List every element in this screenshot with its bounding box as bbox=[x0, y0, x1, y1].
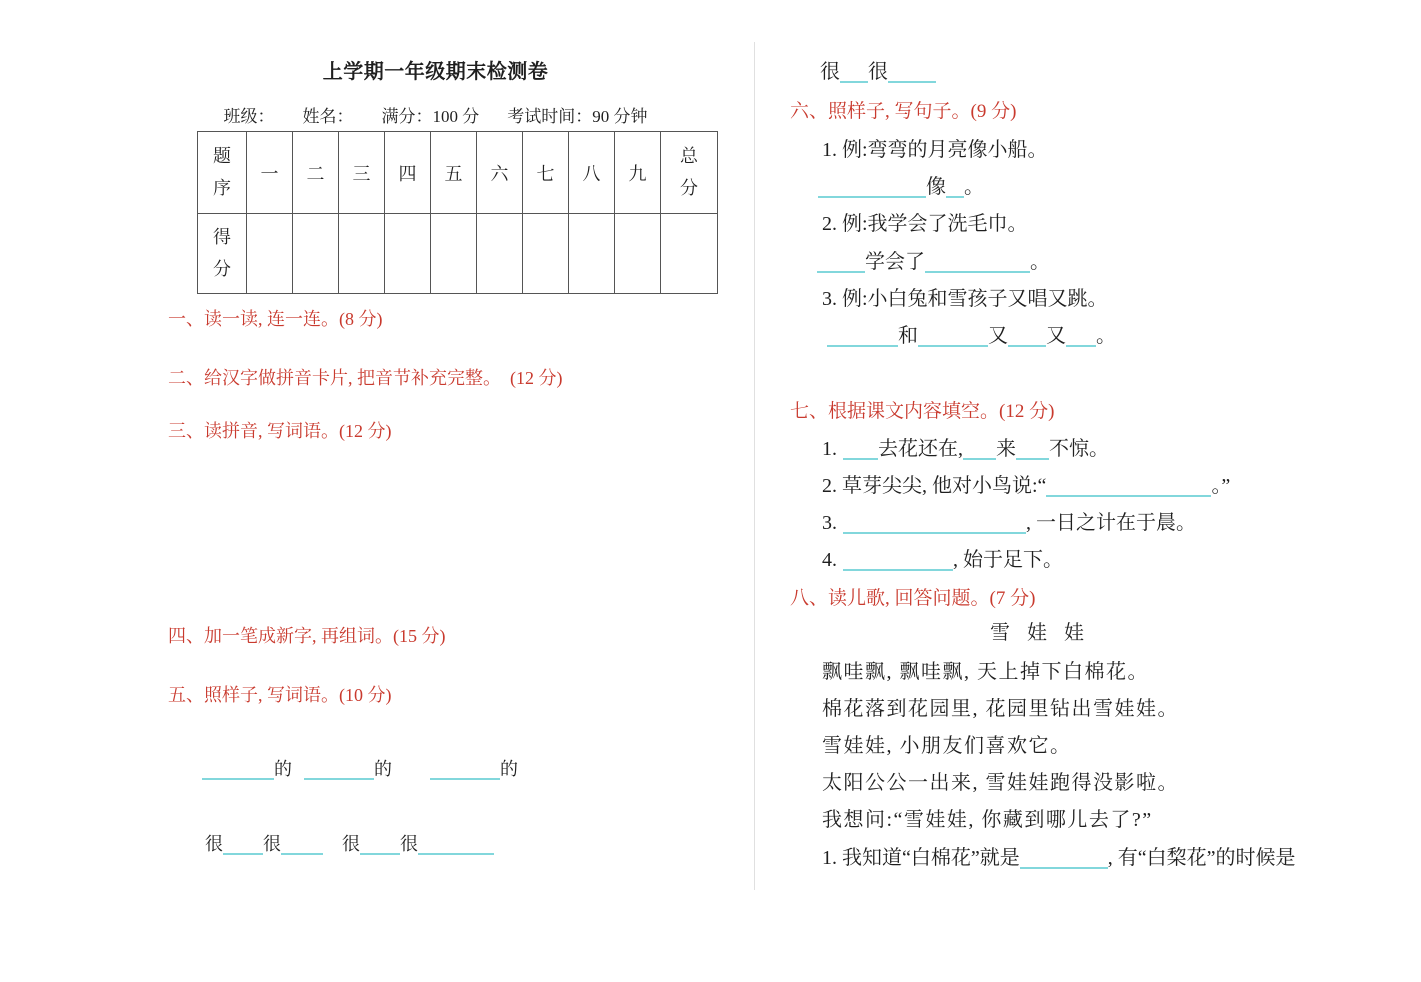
answer-blank[interactable] bbox=[360, 836, 400, 855]
item-text: 来 bbox=[996, 438, 1016, 460]
score-table-col-5: 五 bbox=[431, 132, 477, 214]
score-table-col-3: 三 bbox=[339, 132, 385, 214]
total-score-input-cell[interactable] bbox=[661, 214, 718, 294]
answer-text: 和 bbox=[898, 325, 918, 347]
section-5-de-line bbox=[202, 758, 518, 781]
item-text: 1. 我知道“白棉花”就是 bbox=[822, 847, 1020, 869]
section-6-heading: 六、照样子, 写句子。(9 分) bbox=[790, 101, 1017, 122]
section-1-heading: 一、读一读, 连一连。(8 分) bbox=[168, 309, 383, 329]
item-text: 不惊。 bbox=[1049, 438, 1109, 460]
section-5-hen-line bbox=[205, 833, 494, 856]
section-8-question-1 bbox=[822, 846, 1296, 871]
score-input-cell[interactable] bbox=[523, 214, 569, 294]
section-5-heading: 五、照样子, 写词语。(10 分) bbox=[168, 685, 392, 705]
answer-text: 。 bbox=[964, 176, 984, 198]
section-7-item-1 bbox=[822, 437, 1109, 462]
score-table-header-row bbox=[198, 132, 718, 214]
section-6-example-1: 1. 例:弯弯的月亮像小船。 bbox=[822, 139, 1048, 161]
answer-blank[interactable] bbox=[843, 550, 953, 571]
item-text: , 一日之计在于晨。 bbox=[1026, 512, 1196, 534]
de-char: 的 bbox=[374, 759, 392, 779]
poem-title: 雪 娃 娃 bbox=[990, 622, 1090, 644]
section-7-heading: 七、根据课文内容填空。(12 分) bbox=[790, 401, 1055, 422]
score-table-col-9: 九 bbox=[615, 132, 661, 214]
hen-char: 很 bbox=[820, 61, 840, 83]
answer-blank[interactable] bbox=[202, 761, 274, 780]
score-input-cell[interactable] bbox=[385, 214, 431, 294]
answer-blank[interactable] bbox=[843, 439, 878, 460]
hen-char: 很 bbox=[263, 834, 281, 854]
full-score-label: 满分：100 分 bbox=[381, 107, 480, 126]
item-text: 2. 草芽尖尖, 他对小鸟说:“ bbox=[822, 475, 1047, 497]
section-2-heading: 二、给汉字做拼音卡片, 把音节补充完整。 (12 分) bbox=[168, 368, 563, 388]
score-input-cell[interactable] bbox=[477, 214, 523, 294]
poem-line: 雪娃娃, 小朋友们喜欢它。 bbox=[822, 735, 1072, 757]
answer-blank[interactable] bbox=[1008, 326, 1046, 347]
section-7-item-3 bbox=[822, 511, 1196, 536]
exam-title: 上学期一年级期末检测卷 bbox=[322, 61, 549, 83]
hen-char: 很 bbox=[400, 834, 418, 854]
answer-blank[interactable] bbox=[918, 326, 988, 347]
answer-text: 像 bbox=[926, 176, 946, 198]
de-char: 的 bbox=[274, 759, 292, 779]
class-label: 班级： bbox=[223, 107, 275, 126]
answer-blank[interactable] bbox=[430, 761, 500, 780]
score-table-col-7: 七 bbox=[523, 132, 569, 214]
section-8-heading: 八、读儿歌, 回答问题。(7 分) bbox=[790, 588, 1036, 609]
answer-blank[interactable] bbox=[827, 326, 898, 347]
score-table-score-row bbox=[198, 214, 718, 294]
score-label-cell: 得分 bbox=[198, 214, 247, 294]
section-3-heading: 三、读拼音, 写词语。(12 分) bbox=[168, 421, 392, 441]
poem-line: 飘哇飘, 飘哇飘, 天上掉下白棉花。 bbox=[822, 661, 1149, 683]
total-score-label-cell: 总分 bbox=[661, 132, 718, 214]
section-6-answer-1 bbox=[818, 175, 984, 200]
item-number: 3. bbox=[822, 512, 837, 534]
answer-blank[interactable] bbox=[1066, 326, 1096, 347]
answer-text: 。 bbox=[1030, 251, 1050, 273]
hen-char: 很 bbox=[205, 834, 223, 854]
answer-blank[interactable] bbox=[1046, 476, 1211, 497]
exam-time-label: 考试时间：90 分钟 bbox=[507, 107, 648, 126]
section-7-item-2 bbox=[822, 474, 1230, 499]
exam-meta-row bbox=[168, 102, 703, 127]
item-number: 4. bbox=[822, 549, 837, 571]
section-7-item-4 bbox=[822, 548, 1063, 573]
section-6-answer-2 bbox=[817, 250, 1050, 275]
item-text: 去花还在, bbox=[878, 438, 963, 460]
item-number: 1. bbox=[822, 438, 837, 460]
answer-blank[interactable] bbox=[963, 439, 996, 460]
section-6-example-3: 3. 例:小白兔和雪孩子又唱又跳。 bbox=[822, 288, 1108, 310]
answer-blank[interactable] bbox=[1020, 848, 1108, 869]
answer-blank[interactable] bbox=[281, 836, 323, 855]
answer-blank[interactable] bbox=[840, 62, 868, 83]
score-input-cell[interactable] bbox=[293, 214, 339, 294]
score-table-col-8: 八 bbox=[569, 132, 615, 214]
answer-text: 。 bbox=[1096, 325, 1116, 347]
section-5-hen-line-continued bbox=[820, 60, 936, 85]
answer-blank[interactable] bbox=[1016, 439, 1049, 460]
item-text: , 有“白棃花”的时候是 bbox=[1107, 847, 1296, 869]
score-table-col-4: 四 bbox=[385, 132, 431, 214]
column-divider bbox=[754, 42, 755, 890]
section-6-example-2: 2. 例:我学会了洗毛巾。 bbox=[822, 213, 1028, 235]
poem-line: 我想问:“雪娃娃, 你藏到哪儿去了?” bbox=[822, 809, 1153, 831]
hen-char: 很 bbox=[342, 834, 360, 854]
answer-blank[interactable] bbox=[223, 836, 263, 855]
answer-blank[interactable] bbox=[818, 177, 926, 198]
answer-text: 又 bbox=[1046, 325, 1066, 347]
answer-blank[interactable] bbox=[946, 177, 964, 198]
answer-blank[interactable] bbox=[925, 252, 1030, 273]
answer-blank[interactable] bbox=[888, 62, 936, 83]
answer-blank[interactable] bbox=[843, 513, 1026, 534]
score-input-cell[interactable] bbox=[431, 214, 477, 294]
section-4-heading: 四、加一笔成新字, 再组词。(15 分) bbox=[168, 626, 446, 646]
item-text: 。” bbox=[1211, 475, 1231, 497]
poem-line: 棉花落到花园里, 花园里钻出雪娃娃。 bbox=[822, 698, 1179, 720]
answer-text: 学会了 bbox=[865, 251, 925, 273]
item-text: , 始于足下。 bbox=[953, 549, 1063, 571]
answer-text: 又 bbox=[988, 325, 1008, 347]
score-table-col-1: 一 bbox=[247, 132, 293, 214]
score-input-cell[interactable] bbox=[247, 214, 293, 294]
de-char: 的 bbox=[500, 759, 518, 779]
question-number-label-cell: 题序 bbox=[198, 132, 247, 214]
answer-blank[interactable] bbox=[817, 252, 865, 273]
score-input-cell[interactable] bbox=[339, 214, 385, 294]
section-6-answer-3 bbox=[827, 324, 1116, 349]
score-table bbox=[197, 131, 718, 294]
score-input-cell[interactable] bbox=[569, 214, 615, 294]
answer-blank[interactable] bbox=[304, 761, 374, 780]
poem-line: 太阳公公一出来, 雪娃娃跑得没影啦。 bbox=[822, 772, 1179, 794]
name-label: 姓名： bbox=[302, 107, 354, 126]
answer-blank[interactable] bbox=[418, 836, 494, 855]
score-table-col-6: 六 bbox=[477, 132, 523, 214]
score-input-cell[interactable] bbox=[615, 214, 661, 294]
score-table-col-2: 二 bbox=[293, 132, 339, 214]
hen-char: 很 bbox=[868, 61, 888, 83]
